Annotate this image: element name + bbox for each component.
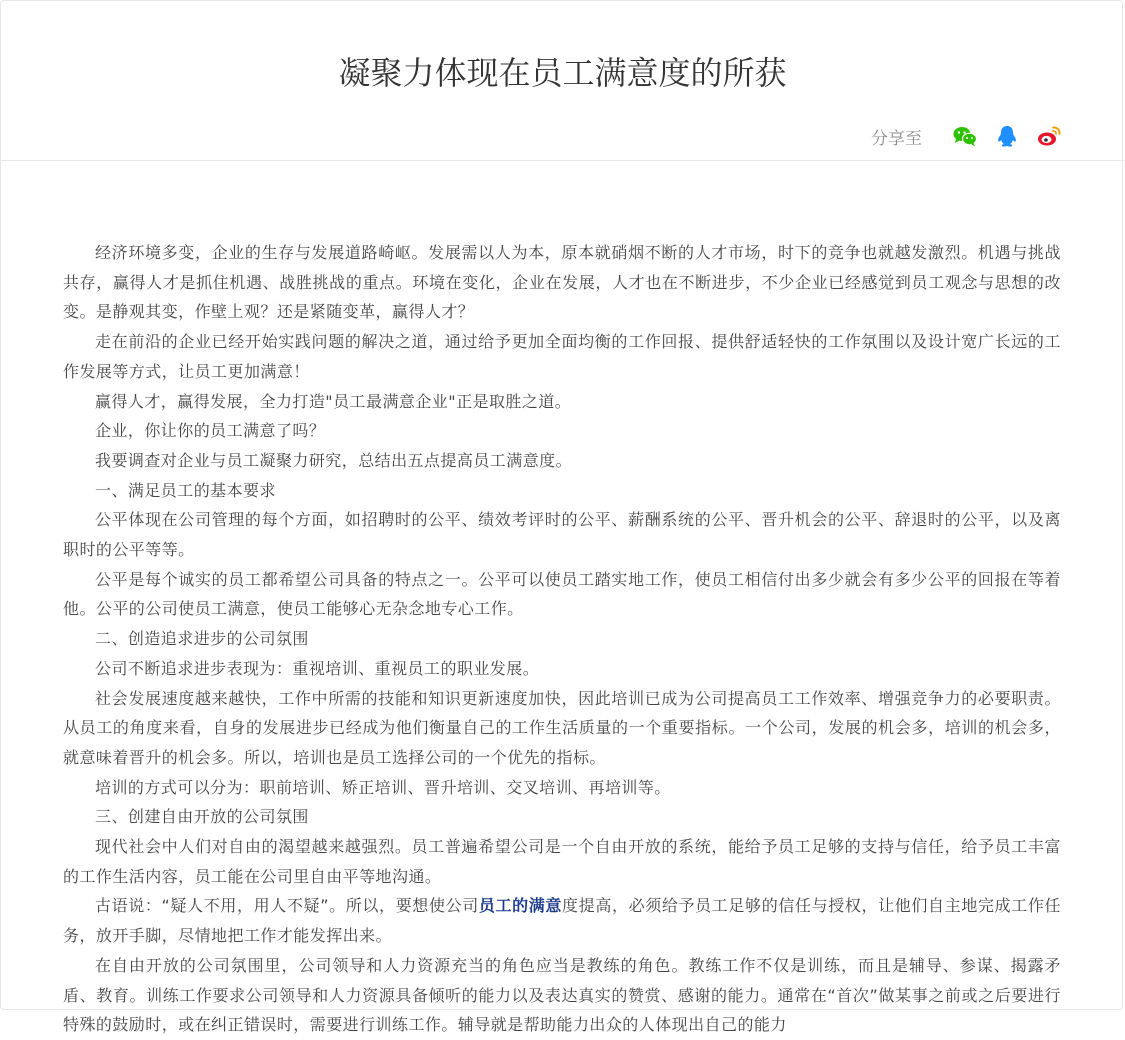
share-label: 分享至 — [871, 128, 922, 149]
paragraph: 公平是每个诚实的员工都希望公司具备的特点之一。公平可以使员工踏实地工作，使员工相信付出多少就会有多少公平的回报在等着他。公平的公司使员工满意，使员工能够心无杂念地专心工作。 — [63, 569, 1061, 619]
paragraph: 社会发展速度越来越快，工作中所需的技能和知识更新速度加快，因此培训已成为公司提高员工工作效率、增强竞争力的必要职责。从员工的角度来看，自身的发展进步已经成为他们衡量自己的工作生活质量的一个重要指标。一个公司，发展的机会多，培训的机会多，就意味着晋升的机会多。所以，培训也是员工选择公司的一个优先的指标。 — [63, 688, 1061, 767]
section-heading: 三、创建自由开放的公司氛围 — [95, 807, 309, 827]
paragraph: 公司不断追求进步表现为：重视培训、重视员工的职业发展。 — [95, 658, 540, 678]
wechat-icon[interactable] — [952, 123, 978, 149]
paragraph: 在自由开放的公司氛围里，公司领导和人力资源充当的角色应当是教练的角色。教练工作不仅是训练，而且是辅导、参谋、揭露矛盾、教育。训练工作要求公司领导和人力资源具备倾听的能力以及表达真实的赞赏、感谢的能力。通常在“首次”做某事之前或之后要进行特殊的鼓励时，或在纠正错误时，需要进行训练工作。辅导就是帮助能力出众的人体现出自己的能力 — [63, 955, 1061, 1035]
article-body — [63, 238, 1061, 1040]
paragraph: 经济环境多变，企业的生存与发展道路崎岖。发展需以人为本，原本就硝烟不断的人才市场，时下的竞争也就越发激烈。机遇与挑战共存，赢得人才是抓住机遇、战胜挑战的重点。环境在变化，企业在发展，人才也在不断进步，不少企业已经感觉到员工观念与思想的改变。是静观其变，作壁上观？还是紧随变革，赢得人才？ — [63, 243, 1061, 322]
share-bar — [871, 122, 1062, 150]
weibo-icon[interactable] — [1036, 123, 1062, 149]
paragraph: 走在前沿的企业已经开始实践问题的解决之道，通过给予更加全面均衡的工作回报、提供舒适轻快的工作氛围以及设计宽广长远的工作发展等方式，让员工更加满意！ — [63, 332, 1061, 381]
paragraph: 我要调查对企业与员工凝聚力研究，总结出五点提高员工满意度。 — [95, 450, 573, 470]
article-header — [1, 1, 1124, 161]
paragraph: 企业，你让你的员工满意了吗？ — [95, 421, 326, 441]
paragraph: 赢得人才，赢得发展，全力打造"员工最满意企业"正是取胜之道。 — [95, 391, 572, 411]
paragraph: 公平体现在公司管理的每个方面，如招聘时的公平、绩效考评时的公平、薪酬系统的公平、晋升机会的公平、辞退时的公平，以及离职时的公平等等。 — [63, 510, 1061, 560]
qq-icon[interactable] — [994, 123, 1020, 149]
section-heading: 二、创造追求进步的公司氛围 — [95, 629, 309, 649]
section-heading: 一、满足员工的基本要求 — [95, 480, 276, 500]
link-paragraph-after: 度提高，必须给予员工足够的信任与授权，让他们自主地完成工作任务，放开手脚，尽情地把工作才能发挥出来。 — [63, 896, 1061, 946]
employee-satisfaction-link[interactable]: 员工的满意 — [478, 896, 563, 916]
paragraph-with-link — [63, 891, 1061, 950]
link-paragraph-before: 古语说：“疑人不用，用人不疑”。所以，要想使公司 — [95, 896, 479, 916]
paragraph: 培训的方式可以分为：职前培训、矫正培训、晋升培训、交叉培训、再培训等。 — [95, 777, 671, 797]
paragraph: 现代社会中人们对自由的渴望越来越强烈。员工普遍希望公司是一个自由开放的系统，能给予员工足够的支持与信任，给予员工丰富的工作生活内容，员工能在公司里自由平等地沟通。 — [63, 837, 1061, 886]
article-title: 凝聚力体现在员工满意度的所获 — [338, 54, 787, 92]
